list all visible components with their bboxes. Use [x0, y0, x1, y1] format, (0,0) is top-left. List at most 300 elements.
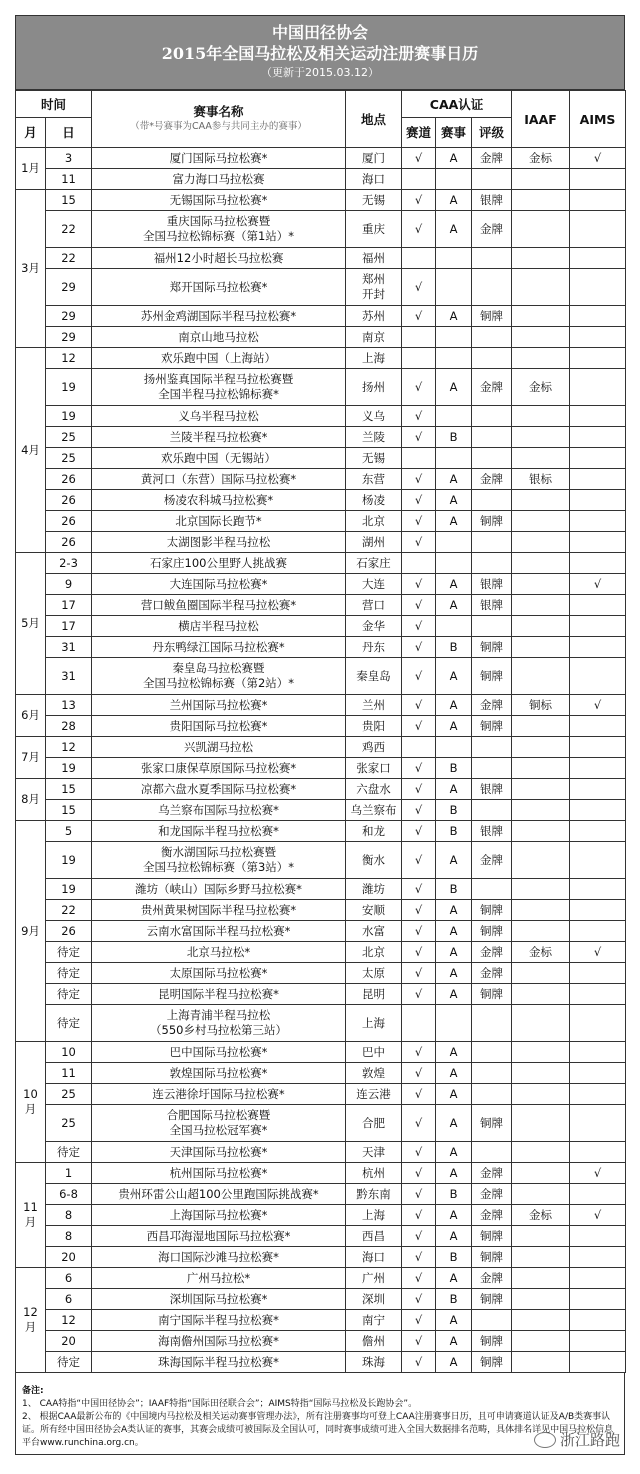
course-cell: √ [402, 879, 436, 900]
place-cell: 南宁 [346, 1310, 402, 1331]
event-line: 合肥国际马拉松赛暨 [166, 1108, 271, 1122]
iaaf-cell [512, 406, 570, 427]
iaaf-cell [512, 574, 570, 595]
event-cell: 张家口康保草原国际马拉松赛* [92, 758, 346, 779]
grade-cell: 金牌 [472, 211, 512, 248]
grade-cell: 银牌 [472, 821, 512, 842]
grade-cell: 银牌 [472, 190, 512, 211]
iaaf-cell [512, 532, 570, 553]
aims-cell: √ [570, 1163, 626, 1184]
place-cell: 太原 [346, 963, 402, 984]
iaaf-cell [512, 306, 570, 327]
grade-cell [472, 169, 512, 190]
course-cell: √ [402, 1268, 436, 1289]
day-cell: 17 [46, 616, 92, 637]
race-cell: B [436, 1184, 472, 1205]
place-cell: 儋州 [346, 1331, 402, 1352]
event-cell: 丹东鸭绿江国际马拉松赛* [92, 637, 346, 658]
iaaf-cell [512, 921, 570, 942]
aims-cell [570, 921, 626, 942]
course-cell: √ [402, 1184, 436, 1205]
grade-cell [472, 1042, 512, 1063]
iaaf-cell [512, 169, 570, 190]
aims-cell [570, 963, 626, 984]
day-cell: 19 [46, 406, 92, 427]
course-cell: √ [402, 190, 436, 211]
place-cell: 昆明 [346, 984, 402, 1005]
notes-line-1: 1、 CAA特指“中国田径协会”；IAAF特指“国际田径联合会”；AIMS特指“国际马拉松及长跑协会”。 [22, 1399, 418, 1409]
event-cell: 杨凌农科城马拉松赛* [92, 490, 346, 511]
race-cell: A [436, 900, 472, 921]
day-cell: 19 [46, 758, 92, 779]
day-cell: 12 [46, 737, 92, 758]
table-row [16, 574, 626, 595]
table-row [16, 716, 626, 737]
event-cell: 营口鲅鱼圈国际半程马拉松赛* [92, 595, 346, 616]
iaaf-cell [512, 842, 570, 879]
event-cell [92, 369, 346, 406]
aims-cell [570, 616, 626, 637]
course-cell: √ [402, 779, 436, 800]
event-cell: 和龙国际半程马拉松赛* [92, 821, 346, 842]
event-cell: 昆明国际半程马拉松赛* [92, 984, 346, 1005]
place-cell: 无锡 [346, 190, 402, 211]
iaaf-cell [512, 1310, 570, 1331]
iaaf-cell [512, 800, 570, 821]
place-line: 郑州 [362, 272, 386, 286]
table-row [16, 1042, 626, 1063]
event-cell: 连云港徐圩国际马拉松赛* [92, 1084, 346, 1105]
day-cell: 9 [46, 574, 92, 595]
event-cell: 兰州国际马拉松赛* [92, 695, 346, 716]
event-cell: 无锡国际马拉松赛* [92, 190, 346, 211]
place-cell: 湖州 [346, 532, 402, 553]
grade-cell: 铜牌 [472, 306, 512, 327]
course-cell [402, 553, 436, 574]
aims-cell [570, 1268, 626, 1289]
course-cell: √ [402, 511, 436, 532]
place-cell: 秦皇岛 [346, 658, 402, 695]
aims-cell [570, 1289, 626, 1310]
event-cell: 义乌半程马拉松 [92, 406, 346, 427]
aims-cell [570, 1105, 626, 1142]
day-cell: 10 [46, 1042, 92, 1063]
aims-cell [570, 211, 626, 248]
course-cell: √ [402, 800, 436, 821]
event-cell: 南宁国际半程马拉松赛* [92, 1310, 346, 1331]
event-cell: 天津国际马拉松赛* [92, 1142, 346, 1163]
course-cell: √ [402, 1205, 436, 1226]
grade-cell: 金牌 [472, 1163, 512, 1184]
iaaf-cell: 铜标 [512, 695, 570, 716]
table-row [16, 306, 626, 327]
course-cell: √ [402, 1352, 436, 1373]
day-cell: 15 [46, 779, 92, 800]
race-cell [436, 348, 472, 369]
month-cell: 8月 [16, 779, 46, 821]
day-cell: 2-3 [46, 553, 92, 574]
aims-cell [570, 1142, 626, 1163]
event-line: 上海青浦半程马拉松 [166, 1008, 271, 1022]
iaaf-cell [512, 1352, 570, 1373]
aims-cell [570, 842, 626, 879]
race-cell [436, 553, 472, 574]
event-cell: 兴凯湖马拉松 [92, 737, 346, 758]
grade-cell [472, 327, 512, 348]
day-cell: 1 [46, 1163, 92, 1184]
grade-cell: 金牌 [472, 963, 512, 984]
table-row [16, 1289, 626, 1310]
course-cell: √ [402, 211, 436, 248]
place-cell: 衡水 [346, 842, 402, 879]
table-row [16, 658, 626, 695]
grade-cell [472, 448, 512, 469]
watermark-text: 浙江路跑 [559, 1430, 620, 1449]
place-cell: 六盘水 [346, 779, 402, 800]
table-row [16, 1352, 626, 1373]
aims-cell [570, 427, 626, 448]
race-cell: A [436, 1352, 472, 1373]
iaaf-cell [512, 1331, 570, 1352]
aims-cell: √ [570, 148, 626, 169]
grade-cell: 铜牌 [472, 1289, 512, 1310]
place-cell: 北京 [346, 942, 402, 963]
event-cell: 南京山地马拉松 [92, 327, 346, 348]
table-row [16, 900, 626, 921]
race-cell: A [436, 842, 472, 879]
place-cell: 和龙 [346, 821, 402, 842]
place-cell: 鸡西 [346, 737, 402, 758]
day-cell: 15 [46, 190, 92, 211]
aims-cell [570, 758, 626, 779]
table-row [16, 1226, 626, 1247]
iaaf-cell [512, 1289, 570, 1310]
place-cell: 连云港 [346, 1084, 402, 1105]
aims-cell [570, 1247, 626, 1268]
aims-cell [570, 900, 626, 921]
aims-cell [570, 637, 626, 658]
place-line: 开封 [362, 287, 386, 301]
course-cell: √ [402, 1331, 436, 1352]
aims-cell: √ [570, 574, 626, 595]
grade-cell: 铜牌 [472, 511, 512, 532]
course-cell: √ [402, 595, 436, 616]
race-cell: A [436, 369, 472, 406]
race-cell: A [436, 1205, 472, 1226]
course-cell: √ [402, 658, 436, 695]
table-row [16, 490, 626, 511]
iaaf-cell [512, 327, 570, 348]
grade-cell [472, 1142, 512, 1163]
page-title: 2015年全国马拉松及相关运动注册赛事日历 [161, 44, 479, 63]
iaaf-cell: 银标 [512, 469, 570, 490]
day-cell: 29 [46, 269, 92, 306]
header-race: 赛事 [436, 118, 472, 148]
aims-cell [570, 532, 626, 553]
place-cell: 深圳 [346, 1289, 402, 1310]
day-cell: 28 [46, 716, 92, 737]
place-cell: 乌兰察布 [346, 800, 402, 821]
day-cell: 20 [46, 1247, 92, 1268]
calendar-sheet [15, 15, 625, 1455]
place-cell: 扬州 [346, 369, 402, 406]
table-row [16, 448, 626, 469]
race-cell: A [436, 695, 472, 716]
place-cell: 义乌 [346, 406, 402, 427]
grade-cell [472, 879, 512, 900]
iaaf-cell [512, 1247, 570, 1268]
race-cell: A [436, 942, 472, 963]
event-cell: 苏州金鸡湖国际半程马拉松赛* [92, 306, 346, 327]
day-cell: 待定 [46, 984, 92, 1005]
race-cell: A [436, 595, 472, 616]
grade-cell [472, 737, 512, 758]
place-cell: 黔东南 [346, 1184, 402, 1205]
place-cell: 上海 [346, 348, 402, 369]
event-cell [92, 842, 346, 879]
course-cell: √ [402, 427, 436, 448]
table-row [16, 532, 626, 553]
iaaf-cell [512, 553, 570, 574]
day-cell: 6 [46, 1289, 92, 1310]
grade-cell: 金牌 [472, 369, 512, 406]
day-cell: 12 [46, 348, 92, 369]
iaaf-cell [512, 658, 570, 695]
grade-cell: 铜牌 [472, 984, 512, 1005]
course-cell: √ [402, 490, 436, 511]
table-row [16, 737, 626, 758]
table-row [16, 1184, 626, 1205]
org-name: 中国田径协会 [271, 23, 368, 42]
race-cell [436, 737, 472, 758]
table-row [16, 1331, 626, 1352]
iaaf-cell [512, 1226, 570, 1247]
grade-cell [472, 1084, 512, 1105]
month-cell: 10月 [16, 1042, 46, 1163]
place-cell: 广州 [346, 1268, 402, 1289]
course-cell: √ [402, 469, 436, 490]
month-cell: 6月 [16, 695, 46, 737]
day-cell: 22 [46, 211, 92, 248]
course-cell: √ [402, 1163, 436, 1184]
aims-cell [570, 800, 626, 821]
race-cell: A [436, 490, 472, 511]
event-cell [92, 211, 346, 248]
event-cell: 富力海口马拉松赛 [92, 169, 346, 190]
table-row [16, 211, 626, 248]
event-cell: 太湖图影半程马拉松 [92, 532, 346, 553]
grade-cell: 铜牌 [472, 716, 512, 737]
day-cell: 3 [46, 148, 92, 169]
aims-cell [570, 1331, 626, 1352]
iaaf-cell [512, 1042, 570, 1063]
event-cell: 海口国际沙滩马拉松赛* [92, 1247, 346, 1268]
events-body [16, 148, 626, 1373]
event-cell: 郑开国际马拉松赛* [92, 269, 346, 306]
course-cell: √ [402, 1042, 436, 1063]
race-cell [436, 327, 472, 348]
aims-cell: √ [570, 1205, 626, 1226]
grade-cell: 金牌 [472, 148, 512, 169]
grade-cell: 金牌 [472, 469, 512, 490]
course-cell: √ [402, 716, 436, 737]
iaaf-cell [512, 779, 570, 800]
aims-cell [570, 1063, 626, 1084]
event-line: 全国马拉松冠军赛* [169, 1123, 268, 1137]
race-cell: A [436, 190, 472, 211]
place-cell: 东营 [346, 469, 402, 490]
place-cell: 潍坊 [346, 879, 402, 900]
race-cell: A [436, 658, 472, 695]
table-row [16, 758, 626, 779]
table-row [16, 427, 626, 448]
table-row [16, 369, 626, 406]
event-cell: 北京国际长跑节* [92, 511, 346, 532]
table-row [16, 406, 626, 427]
table-row [16, 169, 626, 190]
day-cell: 25 [46, 427, 92, 448]
header-caa: CAA认证 [402, 91, 512, 118]
place-cell [346, 269, 402, 306]
event-cell: 上海国际马拉松赛* [92, 1205, 346, 1226]
event-cell: 贵州黄果树国际半程马拉松赛* [92, 900, 346, 921]
event-line: 重庆国际马拉松赛暨 [166, 214, 271, 228]
course-cell: √ [402, 1063, 436, 1084]
aims-cell [570, 490, 626, 511]
iaaf-cell: 金标 [512, 942, 570, 963]
day-cell: 25 [46, 1084, 92, 1105]
course-cell: √ [402, 695, 436, 716]
course-cell: √ [402, 821, 436, 842]
aims-cell [570, 1184, 626, 1205]
day-cell: 8 [46, 1205, 92, 1226]
place-cell: 北京 [346, 511, 402, 532]
course-cell [402, 1005, 436, 1042]
place-cell: 敦煌 [346, 1063, 402, 1084]
grade-cell: 铜牌 [472, 1352, 512, 1373]
header-event-note: （带*号赛事为CAA参与共同主办的赛事） [130, 121, 307, 132]
header-iaaf: IAAF [512, 91, 570, 148]
place-cell: 福州 [346, 248, 402, 269]
iaaf-cell [512, 984, 570, 1005]
grade-cell: 金牌 [472, 1184, 512, 1205]
course-cell [402, 248, 436, 269]
event-cell: 深圳国际马拉松赛* [92, 1289, 346, 1310]
race-cell: A [436, 1105, 472, 1142]
race-cell [436, 448, 472, 469]
aims-cell [570, 779, 626, 800]
place-cell: 厦门 [346, 148, 402, 169]
grade-cell: 铜牌 [472, 1247, 512, 1268]
event-cell: 巴中国际马拉松赛* [92, 1042, 346, 1063]
race-cell: A [436, 1084, 472, 1105]
course-cell: √ [402, 1289, 436, 1310]
race-cell: A [436, 984, 472, 1005]
header-time: 时间 [16, 91, 92, 118]
iaaf-cell: 金标 [512, 1205, 570, 1226]
event-cell: 凉都六盘水夏季国际马拉松赛* [92, 779, 346, 800]
course-cell: √ [402, 637, 436, 658]
month-cell: 5月 [16, 553, 46, 695]
aims-cell [570, 658, 626, 695]
header-month: 月 [16, 118, 46, 148]
header-event-label: 赛事名称 [193, 104, 244, 119]
grade-cell: 铜牌 [472, 658, 512, 695]
day-cell: 待定 [46, 1142, 92, 1163]
course-cell: √ [402, 306, 436, 327]
course-cell: √ [402, 1084, 436, 1105]
race-cell: A [436, 779, 472, 800]
day-cell: 31 [46, 637, 92, 658]
table-row [16, 842, 626, 879]
place-cell: 上海 [346, 1205, 402, 1226]
table-row [16, 511, 626, 532]
day-cell: 26 [46, 921, 92, 942]
place-cell: 海口 [346, 1247, 402, 1268]
day-cell: 待定 [46, 942, 92, 963]
place-cell: 丹东 [346, 637, 402, 658]
aims-cell [570, 879, 626, 900]
grade-cell: 金牌 [472, 942, 512, 963]
table-row [16, 1005, 626, 1042]
month-cell: 9月 [16, 821, 46, 1042]
event-cell: 福州12小时超长马拉松赛 [92, 248, 346, 269]
table-row [16, 695, 626, 716]
place-cell: 安顺 [346, 900, 402, 921]
race-cell [436, 532, 472, 553]
course-cell: √ [402, 842, 436, 879]
event-cell [92, 658, 346, 695]
event-cell: 北京马拉松* [92, 942, 346, 963]
watermark [534, 1432, 620, 1448]
aims-cell: √ [570, 695, 626, 716]
race-cell: B [436, 1247, 472, 1268]
table-row [16, 1142, 626, 1163]
table-row [16, 1310, 626, 1331]
event-line: 扬州鉴真国际半程马拉松赛暨 [143, 372, 294, 386]
wechat-icon [534, 1432, 556, 1448]
month-cell: 1月 [16, 148, 46, 190]
aims-cell [570, 1005, 626, 1042]
course-cell: √ [402, 369, 436, 406]
event-cell: 石家庄100公里野人挑战赛 [92, 553, 346, 574]
event-cell [92, 1105, 346, 1142]
day-cell: 26 [46, 490, 92, 511]
grade-cell [472, 406, 512, 427]
table-row [16, 1163, 626, 1184]
place-cell: 无锡 [346, 448, 402, 469]
table-row [16, 469, 626, 490]
place-cell: 水富 [346, 921, 402, 942]
race-cell: B [436, 427, 472, 448]
grade-cell: 银牌 [472, 779, 512, 800]
event-line: 衡水湖国际马拉松赛暨 [161, 845, 277, 859]
aims-cell [570, 327, 626, 348]
header-course: 赛道 [402, 118, 436, 148]
table-row [16, 269, 626, 306]
event-cell: 欢乐跑中国（无锡站） [92, 448, 346, 469]
race-cell [436, 1005, 472, 1042]
grade-cell: 铜牌 [472, 900, 512, 921]
iaaf-cell [512, 1084, 570, 1105]
aims-cell [570, 716, 626, 737]
course-cell: √ [402, 616, 436, 637]
header-day: 日 [46, 118, 92, 148]
race-cell: B [436, 758, 472, 779]
month-cell: 11月 [16, 1163, 46, 1268]
table-row [16, 637, 626, 658]
iaaf-cell: 金标 [512, 148, 570, 169]
